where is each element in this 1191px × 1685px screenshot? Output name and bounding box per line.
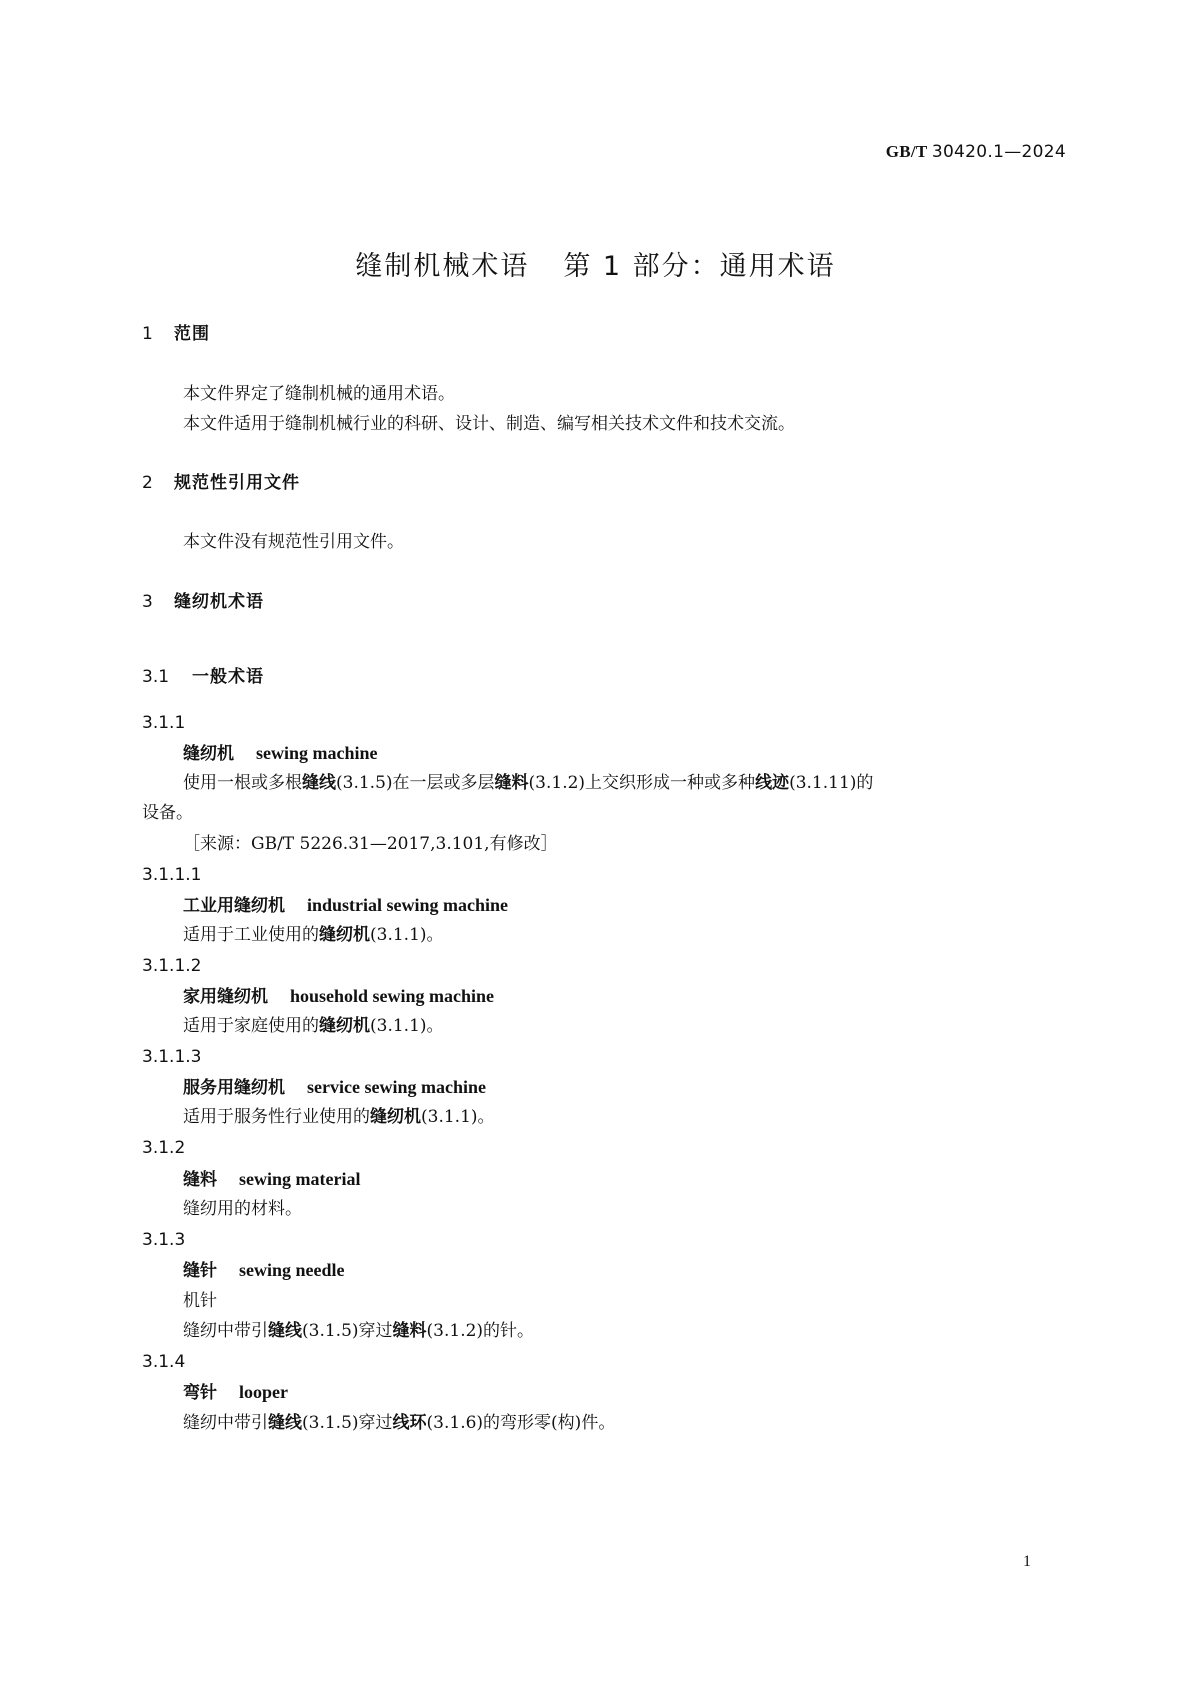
section-title: 缝纫机术语 xyxy=(174,592,264,612)
term-reference: 线迹 xyxy=(755,773,790,793)
paragraph: 本文件没有规范性引用文件。 xyxy=(183,532,404,552)
term-reference: 缝线 xyxy=(268,1321,302,1341)
paragraph: 本文件界定了缝制机械的通用术语。 xyxy=(183,384,455,404)
term-zh: 弯针 xyxy=(183,1383,217,1403)
term-zh: 缝针 xyxy=(183,1261,217,1281)
term-definition: 缝纫用的材料。 xyxy=(183,1199,302,1219)
term-en: service sewing machine xyxy=(307,1077,486,1097)
document-title xyxy=(0,244,1191,283)
term-definition: 缝纫中带引缝线(3.1.5)穿过缝料(3.1.2)的针。 xyxy=(183,1321,535,1341)
term-reference: 缝线 xyxy=(268,1413,302,1433)
section-heading xyxy=(142,471,300,495)
section-title: 规范性引用文件 xyxy=(174,473,300,493)
term-id: 3.1.1.2 xyxy=(142,956,202,976)
term-en: sewing needle xyxy=(239,1260,345,1280)
standard-number: 30420.1—2024 xyxy=(931,142,1066,162)
term-id: 3.1.4 xyxy=(142,1352,186,1372)
term-heading xyxy=(183,984,494,1009)
term-en: household sewing machine xyxy=(290,986,495,1006)
term-reference: 缝纫机 xyxy=(319,925,370,945)
term-definition: 使用一根或多根缝线(3.1.5)在一层或多层缝料(3.1.2)上交织形成一种或多种线迹(3.1.11)的 xyxy=(183,773,874,793)
term-reference: 缝料 xyxy=(392,1321,427,1341)
term-synonym: 机针 xyxy=(183,1291,217,1311)
paragraph: 本文件适用于缝制机械行业的科研、设计、制造、编写相关技术文件和技术交流。 xyxy=(183,414,795,434)
term-zh: 缝纫机 xyxy=(183,744,234,764)
term-definition: 适用于家庭使用的缝纫机(3.1.1)。 xyxy=(183,1016,444,1036)
term-reference: 缝料 xyxy=(494,773,529,793)
standard-code xyxy=(886,142,1066,162)
term-heading xyxy=(183,1258,345,1283)
term-heading xyxy=(183,1167,360,1192)
term-definition: 适用于工业使用的缝纫机(3.1.1)。 xyxy=(183,925,444,945)
term-reference: 缝线 xyxy=(302,773,336,793)
subsection-heading xyxy=(142,665,264,689)
section-title: 范围 xyxy=(174,324,210,344)
term-reference: 缝纫机 xyxy=(319,1016,370,1036)
subsection-title: 一般术语 xyxy=(192,667,264,687)
title-part: 第 1 部分：通用术语 xyxy=(563,251,836,282)
term-definition: 适用于服务性行业使用的缝纫机(3.1.1)。 xyxy=(183,1107,495,1127)
section-heading xyxy=(142,322,210,346)
section-number: 3 xyxy=(142,592,153,612)
subsection-number: 3.1 xyxy=(142,667,170,687)
section-number: 2 xyxy=(142,473,153,493)
term-id: 3.1.1 xyxy=(142,713,186,733)
title-main: 缝制机械术语 xyxy=(355,251,530,282)
page-number: 1 xyxy=(1023,1553,1031,1570)
section-heading xyxy=(142,590,264,614)
term-reference: 线环 xyxy=(392,1413,427,1433)
standard-prefix: GB/T xyxy=(885,142,928,161)
term-definition-continuation: 设备。 xyxy=(142,803,193,823)
term-zh: 工业用缝纫机 xyxy=(183,896,285,916)
term-reference: 缝纫机 xyxy=(370,1107,421,1127)
term-id: 3.1.2 xyxy=(142,1138,186,1158)
term-id: 3.1.1.3 xyxy=(142,1047,202,1067)
term-heading xyxy=(183,741,378,766)
term-definition: 缝纫中带引缝线(3.1.5)穿过线环(3.1.6)的弯形零(构)件。 xyxy=(183,1413,616,1433)
term-id: 3.1.3 xyxy=(142,1230,186,1250)
term-heading xyxy=(183,1380,288,1405)
term-zh: 服务用缝纫机 xyxy=(183,1078,285,1098)
section-number: 1 xyxy=(142,324,153,344)
term-zh: 缝料 xyxy=(183,1170,217,1190)
term-en: looper xyxy=(239,1382,288,1402)
term-heading xyxy=(183,1075,486,1100)
term-heading xyxy=(183,893,508,918)
term-en: industrial sewing machine xyxy=(307,895,509,915)
term-id: 3.1.1.1 xyxy=(142,865,202,885)
term-source: ［来源：GB/T 5226.31—2017,3.101,有修改］ xyxy=(183,834,558,854)
term-en: sewing material xyxy=(239,1169,361,1189)
term-zh: 家用缝纫机 xyxy=(183,987,268,1007)
term-en: sewing machine xyxy=(256,743,378,763)
